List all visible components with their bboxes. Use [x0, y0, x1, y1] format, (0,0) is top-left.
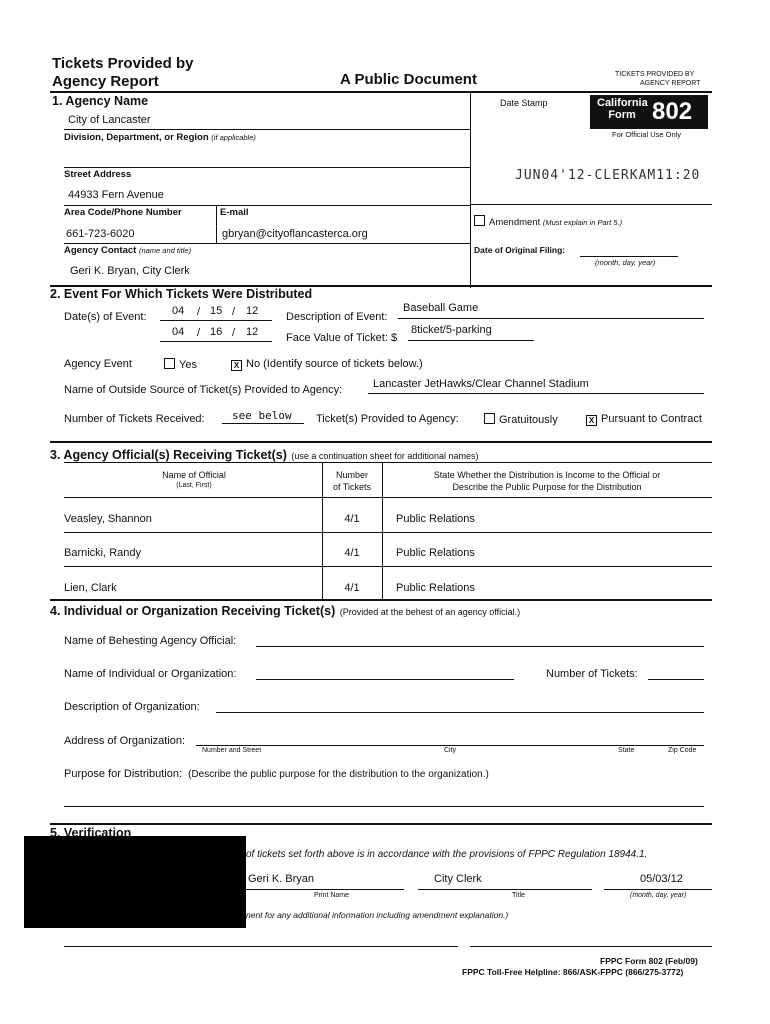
yes-checkbox[interactable] [164, 358, 175, 369]
outside-source-label: Name of Outside Source of Ticket(s) Provided to Agency: [64, 384, 343, 396]
agency-event-yes: Yes [164, 358, 197, 371]
purpose-label: Purpose for Distribution: (Describe the public purpose for the distribution to the organization.) [64, 768, 489, 780]
date-separator: / [232, 306, 236, 318]
gratuitously-option: Gratuitously [484, 413, 558, 426]
section2-heading: 2. Event For Which Tickets Were Distributed [50, 287, 313, 301]
pursuant-option: X Pursuant to Contract [586, 413, 702, 426]
form-title-line1: Tickets Provided by [52, 55, 194, 72]
official-tickets[interactable]: 4/1 [344, 582, 360, 594]
email-value[interactable]: gbryan@cityoflancasterca.org [222, 228, 368, 240]
phone-label: Area Code/Phone Number [64, 207, 182, 218]
phone-value[interactable]: 661-723-6020 [66, 228, 135, 240]
agency-contact-label: Agency Contact (name and title) [64, 245, 192, 256]
form-number-box [590, 95, 708, 129]
agency-contact-value[interactable]: Geri K. Bryan, City Clerk [70, 265, 190, 277]
form-title-line2: Agency Report [52, 73, 159, 90]
date-separator: / [232, 327, 236, 339]
outside-source-value[interactable]: Lancaster JetHawks/Clear Channel Stadium [373, 378, 589, 390]
face-value-value[interactable]: 8ticket/5-parking [411, 324, 492, 336]
col-purpose-header1: State Whether the Distribution is Income to the Official or [433, 470, 661, 480]
addr-street-sublabel: Number and Street [202, 747, 262, 754]
footer-helpline: FPPC Toll-Free Helpline: 866/ASK-FPPC (866/275-3772) [462, 967, 684, 977]
addr-state-sublabel: State [618, 747, 635, 754]
date-separator: / [197, 327, 201, 339]
signature-date-label: (month, day, year) [630, 892, 687, 899]
col-name-subheader: (Last, First) [176, 482, 212, 489]
signature-date-value[interactable]: 05/03/12 [640, 873, 683, 885]
division-label: Division, Department, or Region (if applicable) [64, 132, 256, 143]
title-label: Title [512, 892, 525, 899]
addr-zip-sublabel: Zip Code [668, 747, 697, 754]
section1-heading: 1. Agency Name [52, 94, 149, 108]
event-description-label: Description of Event: [286, 311, 388, 323]
org-description-label: Description of Organization: [64, 701, 200, 713]
street-address-label: Street Address [64, 169, 132, 180]
section3-note: (use a continuation sheet for additional names) [291, 451, 479, 461]
print-name-value[interactable]: Geri K. Bryan [248, 873, 315, 885]
official-tickets[interactable]: 4/1 [344, 547, 360, 559]
date1-day[interactable]: 15 [210, 305, 223, 317]
col-tickets-header2: of Tickets [332, 482, 371, 492]
verify-text: of tickets set forth above is in accordance with the provisions of FPPC Regulation 18944.1. [246, 849, 648, 860]
right-label-line1: TICKETS PROVIDED BY [615, 71, 695, 78]
gratuitously-checkbox[interactable] [484, 413, 495, 424]
section5-heading: 5. Verification [50, 826, 132, 836]
date-separator: / [197, 306, 201, 318]
date1-month[interactable]: 04 [172, 305, 185, 317]
official-use-label: For Official Use Only [612, 130, 682, 139]
official-tickets[interactable]: 4/1 [344, 513, 360, 525]
date2-day[interactable]: 16 [210, 326, 223, 338]
col-tickets-header1: Number [335, 470, 368, 480]
amendment-row: Amendment (Must explain in Part 5.) [474, 215, 622, 228]
section3-heading: 3. Agency Official(s) Receiving Ticket(s) [50, 448, 287, 462]
date2-month[interactable]: 04 [172, 326, 185, 338]
col-purpose-header2: Describe the Public Purpose for the Distribution [452, 482, 642, 492]
behesting-label: Name of Behesting Agency Official: [64, 635, 237, 647]
no-checkbox[interactable]: X [231, 360, 242, 371]
redaction-block [24, 836, 246, 928]
org-address-label: Address of Organization: [64, 735, 186, 747]
official-purpose[interactable]: Public Relations [396, 513, 475, 525]
addr-city-sublabel: City [444, 747, 457, 754]
col-name-header: Name of Official [162, 470, 226, 480]
official-purpose[interactable]: Public Relations [396, 547, 475, 559]
official-name[interactable]: Lien, Clark [64, 582, 117, 594]
section4-heading-row [50, 602, 520, 620]
form-state-label: California Form [597, 97, 648, 121]
public-document-label: A Public Document [340, 71, 477, 88]
continuation-text: nent for any additional information including amendment explanation.) [246, 910, 509, 920]
official-name[interactable]: Barnicki, Randy [64, 547, 142, 559]
provided-label: Ticket(s) Provided to Agency: [316, 413, 459, 425]
right-label-line2: AGENCY REPORT [640, 80, 701, 87]
pursuant-checkbox[interactable]: X [586, 415, 597, 426]
original-filing-note: (month, day, year) [595, 258, 656, 267]
official-purpose[interactable]: Public Relations [396, 582, 475, 594]
num-received-value[interactable]: see below [232, 409, 292, 422]
official-name[interactable]: Veasley, Shannon [64, 513, 152, 525]
email-label: E-mail [220, 207, 249, 218]
footer-form-ref: FPPC Form 802 (Feb/09) [600, 956, 698, 966]
street-address-value[interactable]: 44933 Fern Avenue [68, 189, 164, 201]
date-stamp-value: JUN04'12-CLERKAM11:20 [515, 168, 701, 183]
print-name-label: Print Name [314, 892, 350, 899]
date1-year[interactable]: 12 [246, 305, 259, 317]
dates-label: Date(s) of Event: [64, 311, 147, 323]
section4-note: (Provided at the behest of an agency official.) [339, 607, 521, 617]
amendment-checkbox[interactable] [474, 215, 485, 226]
agency-name-value[interactable]: City of Lancaster [68, 114, 151, 126]
date-stamp-label: Date Stamp [500, 98, 548, 108]
original-filing-label: Date of Original Filing: [474, 245, 566, 255]
agency-event-label: Agency Event [64, 358, 132, 370]
num-tickets-label: Number of Tickets: [546, 668, 638, 680]
date2-year[interactable]: 12 [246, 326, 259, 338]
title-value[interactable]: City Clerk [434, 873, 482, 885]
face-value-label: Face Value of Ticket: $ [286, 332, 398, 344]
individual-label: Name of Individual or Organization: [64, 668, 237, 680]
agency-event-no: X No (Identify source of tickets below.) [231, 358, 423, 371]
form-number: 802 [652, 98, 693, 125]
section4-heading: 4. Individual or Organization Receiving Ticket(s) [50, 604, 336, 618]
event-description-value[interactable]: Baseball Game [403, 302, 479, 314]
num-received-label: Number of Tickets Received: [64, 413, 205, 425]
